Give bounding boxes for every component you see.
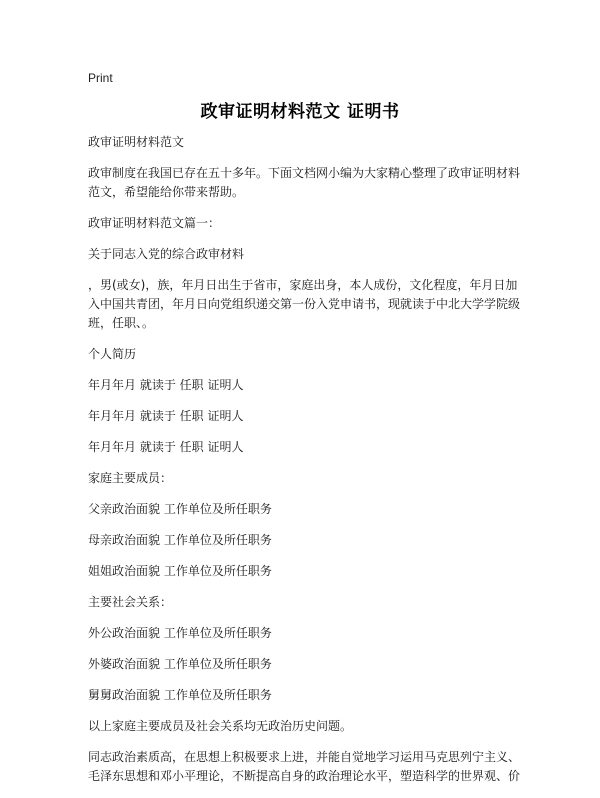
paragraph-evaluation: 同志政治素质高，在思想上积极要求上进，并能自觉地学习运用马克思列宁主义、毛泽东思想和邓小平理论，不断提高自身的政治理论水平，塑造科学的世界观、价	[88, 750, 521, 783]
paragraph-family-member: 姐姐政治面貌 工作单位及所任职务	[88, 564, 272, 578]
paragraph-section-heading: 政审证明材料范文篇一：	[88, 216, 221, 230]
print-label: Print	[88, 71, 113, 85]
document-title: 政审证明材料范文 证明书	[200, 102, 400, 122]
paragraph-personal-info: ，男(或女)，族，年月日出生于省市，家庭出身，本人成份，文化程度，年月日加入中国共青团，年月日向党组织递交第一份入党申请书，现就读于中北大学学院级班，任职、。	[88, 278, 521, 330]
paragraph-family-member: 母亲政治面貌 工作单位及所任职务	[88, 533, 272, 547]
paragraph-resume-heading: 个人简历	[88, 347, 137, 361]
paragraph-family-heading: 家庭主要成员：	[88, 471, 173, 485]
paragraph-subtitle: 政审证明材料范文	[88, 135, 185, 149]
paragraph-statement: 以上家庭主要成员及社会关系均无政治历史问题。	[88, 719, 353, 733]
paragraph-resume-line: 年月年月 就读于 任职 证明人	[88, 440, 244, 454]
paragraph-family-member: 父亲政治面貌 工作单位及所任职务	[88, 502, 272, 516]
paragraph-social-heading: 主要社会关系：	[88, 595, 173, 609]
paragraph-resume-line: 年月年月 就读于 任职 证明人	[88, 378, 244, 392]
paragraph-material-title: 关于同志入党的综合政审材料	[88, 247, 245, 261]
paragraph-social-member: 舅舅政治面貌 工作单位及所任职务	[88, 688, 272, 702]
paragraph-resume-line: 年月年月 就读于 任职 证明人	[88, 409, 244, 423]
paragraph-intro: 政审制度在我国已存在五十多年。下面文档网小编为大家精心整理了政审证明材料范文，希望能给你带来帮助。	[88, 166, 521, 199]
paragraph-social-member: 外婆政治面貌 工作单位及所任职务	[88, 657, 272, 671]
document-body	[88, 133, 520, 798]
paragraph-social-member: 外公政治面貌 工作单位及所任职务	[88, 626, 272, 640]
